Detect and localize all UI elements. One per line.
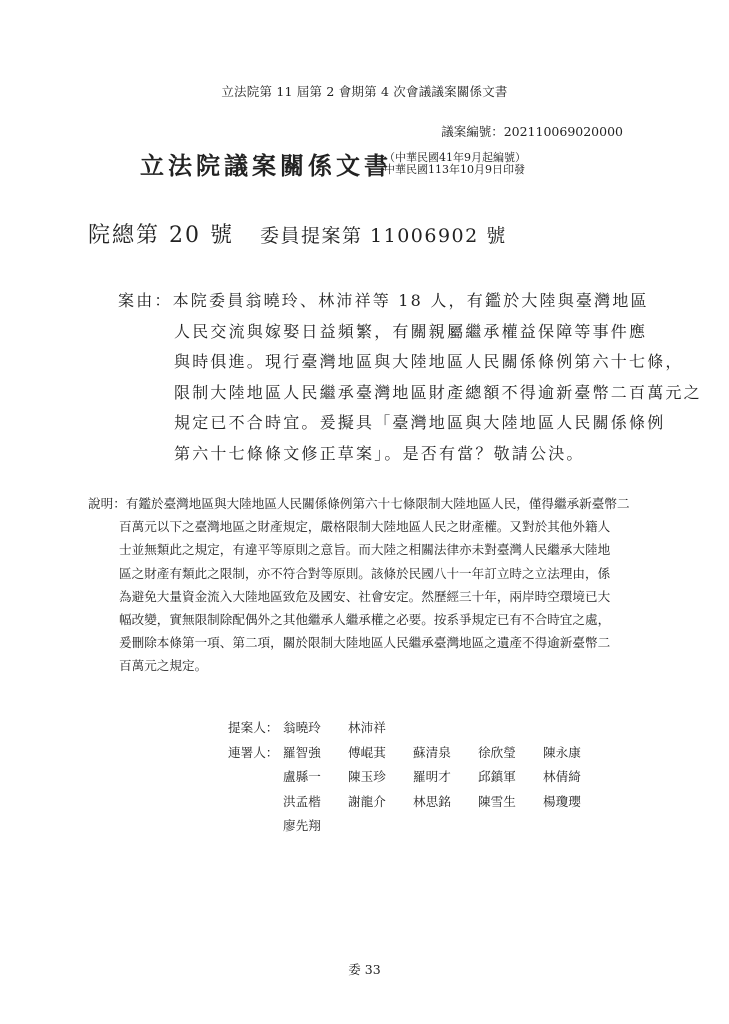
reason-line: 案由：本院委員翁曉玲、林沛祥等 18 人，有鑑於大陸與臺灣地區 bbox=[118, 291, 649, 310]
cosigners-row bbox=[228, 765, 608, 790]
signatories bbox=[228, 716, 608, 839]
explanation-line: 為避免大量資金流入大陸地區致危及國安、社會安定。然歷經三十年，兩岸時空環境已大 bbox=[119, 588, 611, 604]
cosigners-row bbox=[228, 790, 608, 815]
cosigner-name: 邱鎮軍 bbox=[478, 769, 516, 784]
explanation-line: 幅改變，實無限制除配偶外之其他繼承人繼承權之必要。按系爭規定已有不合時宜之處， bbox=[119, 611, 611, 627]
proposal-number: 委員提案第 11006902 號 bbox=[259, 225, 507, 247]
proposers-row bbox=[228, 716, 608, 741]
cosigner-name: 蘇清泉 bbox=[413, 744, 451, 760]
cosigner-name: 陳玉珍 bbox=[348, 769, 386, 784]
case-reason bbox=[118, 286, 702, 469]
cosigner-name: 謝龍介 bbox=[348, 793, 386, 809]
publication-notes bbox=[384, 152, 526, 176]
explanation-line: 百萬元以下之臺灣地區之財產規定，嚴格限制大陸地區人民之財產權。又對於其他外籍人 bbox=[119, 519, 611, 535]
cosigner-name: 羅智強 bbox=[283, 744, 321, 760]
general-number: 院總第 20 號 bbox=[88, 223, 234, 248]
proposers-label: 提案人： bbox=[228, 720, 279, 735]
cosigner-name: 盧縣一 bbox=[283, 769, 321, 784]
cosigner-name: 傅崐萁 bbox=[348, 744, 386, 760]
bill-number: 議案編號：202110069020000 bbox=[441, 124, 623, 139]
cosigner-name: 楊瓊瓔 bbox=[543, 793, 581, 809]
reason-line: 規定已不合時宜。爰擬具「臺灣地區與大陸地區人民關係條例 bbox=[174, 413, 666, 432]
document-title: 立法院議案關係文書 bbox=[140, 151, 392, 180]
explanation-line: 百萬元之規定。 bbox=[119, 658, 208, 674]
session-header: 立法院第 11 屆第 2 會期第 4 次會議議案關係文書 bbox=[221, 84, 508, 99]
cosigner-name: 陳永康 bbox=[543, 744, 581, 760]
cosigner-name: 徐欣瑩 bbox=[478, 744, 516, 760]
reason-line: 與時俱進。現行臺灣地區與大陸地區人民關係條例第六十七條， bbox=[174, 352, 684, 371]
explanation-line: 說明：有鑑於臺灣地區與大陸地區人民關係條例第六十七條限制大陸地區人民，僅得繼承新臺幣二 bbox=[88, 496, 630, 511]
explanation-line: 爰刪除本條第一項、第二項，關於限制大陸地區人民繼承臺灣地區之遺產不得逾新臺幣二 bbox=[119, 635, 611, 651]
explanation-line: 士並無類此之規定，有違平等原則之意旨。而大陸之相關法律亦未對臺灣人民繼承大陸地 bbox=[119, 542, 611, 558]
cosigners-row bbox=[228, 814, 608, 839]
reason-line: 第六十七條條文修正草案」。是否有當？敬請公決。 bbox=[174, 443, 585, 463]
print-date: 中華民國113年10月9日印發 bbox=[384, 163, 525, 176]
reason-line: 限制大陸地區人民繼承臺灣地區財產總額不得逾新臺幣二百萬元之 bbox=[174, 382, 702, 402]
proposer-name: 林沛祥 bbox=[348, 720, 386, 735]
cosigner-name: 林思銘 bbox=[413, 793, 451, 809]
numbering-note: （中華民國41年9月起編號） bbox=[384, 151, 526, 164]
reason-line: 人民交流與嫁娶日益頻繁，有關親屬繼承權益保障等事件應 bbox=[174, 321, 648, 341]
document-number bbox=[88, 218, 507, 249]
cosigner-name: 洪孟楷 bbox=[283, 793, 321, 809]
cosigners-row bbox=[228, 741, 608, 766]
cosigner-name: 陳雪生 bbox=[478, 793, 516, 809]
page-number: 委 33 bbox=[348, 962, 381, 977]
cosigner-name: 林倩綺 bbox=[543, 769, 581, 784]
cosigner-name: 羅明才 bbox=[413, 769, 451, 784]
cosigner-name: 廖先翔 bbox=[283, 818, 321, 833]
explanation-line: 區之財產有類此之限制，亦不符合對等原則。該條於民國八十一年訂立時之立法理由，係 bbox=[119, 565, 611, 581]
explanation bbox=[88, 492, 668, 678]
cosigners-label: 連署人： bbox=[228, 744, 279, 760]
proposer-name: 翁曉玲 bbox=[283, 720, 321, 735]
